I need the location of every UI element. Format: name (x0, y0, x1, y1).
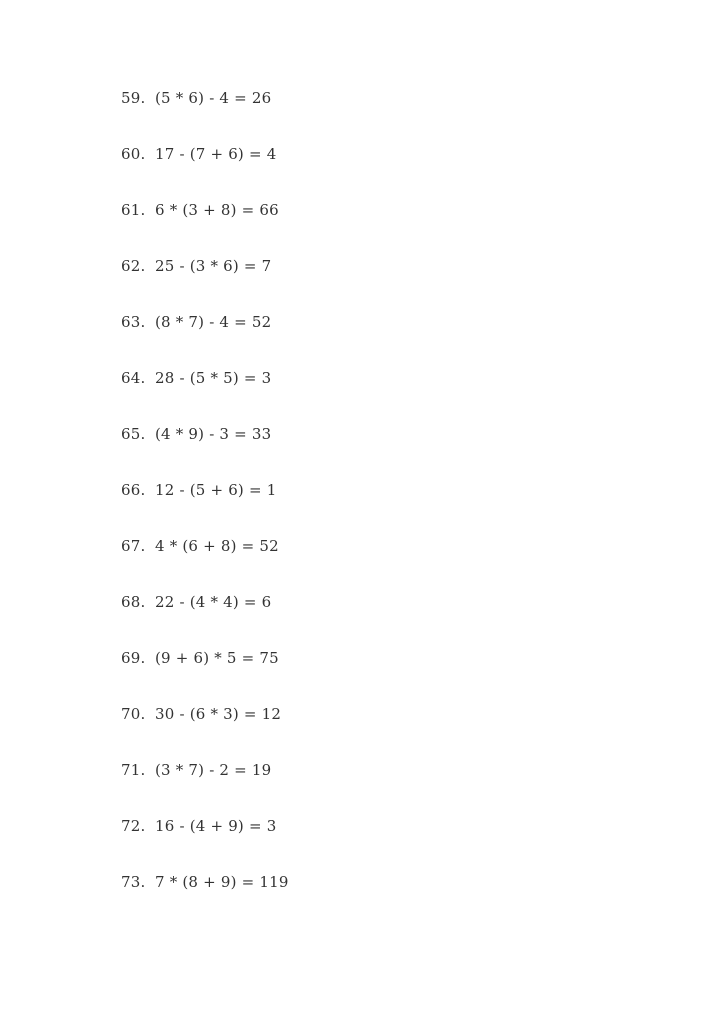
problem-expression: (8 * 7) - 4 = 52 (155, 313, 272, 331)
problem-expression: 4 * (6 + 8) = 52 (155, 537, 279, 555)
problem-expression: (9 + 6) * 5 = 75 (155, 649, 279, 667)
problem-expression: 12 - (5 + 6) = 1 (155, 481, 277, 499)
problem-expression: (4 * 9) - 3 = 33 (155, 425, 272, 443)
problem-number: 65. (121, 425, 146, 443)
problem-number: 73. (121, 873, 146, 891)
problem-number: 71. (121, 761, 146, 779)
problem-list (121, 87, 289, 927)
problem-number: 61. (121, 201, 146, 219)
problem-item (121, 311, 289, 367)
problem-number: 59. (121, 89, 146, 107)
problem-expression: 7 * (8 + 9) = 119 (155, 873, 289, 891)
problem-number: 66. (121, 481, 146, 499)
problem-item (121, 87, 289, 143)
problem-item (121, 591, 289, 647)
problem-expression: (3 * 7) - 2 = 19 (155, 761, 272, 779)
problem-item (121, 647, 289, 703)
problem-item (121, 255, 289, 311)
problem-number: 72. (121, 817, 146, 835)
problem-item (121, 759, 289, 815)
problem-number: 67. (121, 537, 146, 555)
problem-item (121, 199, 289, 255)
problem-number: 68. (121, 593, 146, 611)
problem-expression: 25 - (3 * 6) = 7 (155, 257, 272, 275)
problem-number: 64. (121, 369, 146, 387)
problem-expression: 30 - (6 * 3) = 12 (155, 705, 282, 723)
problem-number: 60. (121, 145, 146, 163)
problem-item (121, 815, 289, 871)
problem-expression: (5 * 6) - 4 = 26 (155, 89, 272, 107)
problem-number: 70. (121, 705, 146, 723)
problem-item (121, 871, 289, 927)
problem-expression: 17 - (7 + 6) = 4 (155, 145, 277, 163)
problem-item (121, 703, 289, 759)
problem-item (121, 535, 289, 591)
problem-number: 69. (121, 649, 146, 667)
problem-item (121, 143, 289, 199)
problem-expression: 6 * (3 + 8) = 66 (155, 201, 279, 219)
problem-number: 62. (121, 257, 146, 275)
problem-item (121, 479, 289, 535)
problem-expression: 22 - (4 * 4) = 6 (155, 593, 272, 611)
problem-expression: 16 - (4 + 9) = 3 (155, 817, 277, 835)
problem-expression: 28 - (5 * 5) = 3 (155, 369, 272, 387)
problem-item (121, 423, 289, 479)
problem-number: 63. (121, 313, 146, 331)
problem-item (121, 367, 289, 423)
